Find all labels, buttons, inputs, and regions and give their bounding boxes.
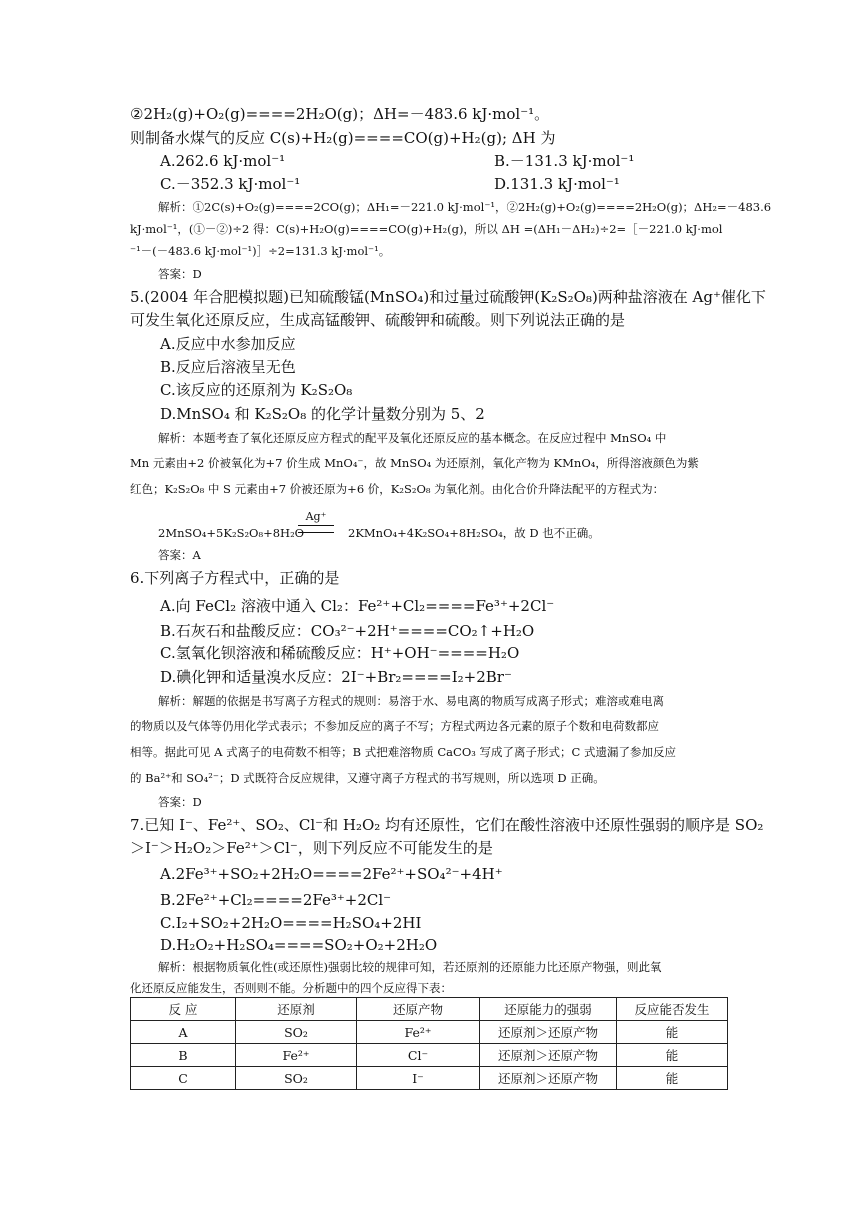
q5-equation-condition [298, 510, 334, 533]
q4-equation-2: ②2H₂(g)+O₂(g)====2H₂O(g)；ΔH=－483.6 kJ·mol⁻¹。 [130, 105, 550, 123]
q4-stem: 则制备水煤气的反应 C(s)+H₂(g)====CO(g)+H₂(g); ΔH 为 [130, 129, 556, 147]
q4-analysis-line-1: 解析：①2C(s)+O₂(g)====2CO(g)；ΔH₁=－221.0 kJ·mol⁻¹，②2H₂(g)+O₂(g)====2H₂O(g)；ΔH₂=－483.6 [158, 200, 772, 214]
table-cell: C [131, 1067, 236, 1090]
q5-analysis-line-3: 红色；K₂S₂O₈ 中 S 元素由+7 价被还原为+6 价，K₂S₂O₈ 为氧化剂。由化合价升降法配平的方程式为： [130, 482, 665, 496]
q4-option-c: C.－352.3 kJ·mol⁻¹ [160, 175, 301, 193]
q7-option-a: A.2Fe³⁺+SO₂+2H₂O====2Fe²⁺+SO₄²⁻+4H⁺ [160, 865, 503, 883]
table-cell: B [131, 1044, 236, 1067]
q5-option-b: B.反应后溶液呈无色 [160, 358, 296, 376]
table-cell: 能 [617, 1067, 728, 1090]
q6-analysis-line-4: 的 Ba²⁺和 SO₄²⁻；D 式既符合反应规律，又遵守离子方程式的书写规则，所以选项 D 正确。 [130, 771, 605, 785]
q5-analysis-line-2: Mn 元素由+2 价被氧化为+7 价生成 MnO₄⁻，故 MnSO₄ 为还原剂，氧化产物为 KMnO₄，所得溶液颜色为紫 [130, 456, 699, 470]
table-cell: 还原剂＞还原产物 [480, 1021, 617, 1044]
table-cell: Fe²⁺ [357, 1021, 480, 1044]
table-cell: A [131, 1021, 236, 1044]
q7-option-d: D.H₂O₂+H₂SO₄====SO₂+O₂+2H₂O [160, 936, 438, 954]
table-cell: SO₂ [236, 1021, 357, 1044]
q6-answer: 答案：D [158, 795, 202, 809]
table-cell: SO₂ [236, 1067, 357, 1090]
q4-analysis-line-2: kJ·mol⁻¹，(①－②)÷2 得：C(s)+H₂O(g)====CO(g)+H₂(g)，所以 ΔH =(ΔH₁－ΔH₂)÷2=［－221.0 kJ·mol [130, 222, 723, 236]
q4-option-d: D.131.3 kJ·mol⁻¹ [494, 175, 620, 193]
table-cell: 能 [617, 1044, 728, 1067]
table-row [131, 1067, 728, 1090]
table-header-cell: 还原产物 [357, 998, 480, 1021]
q5-option-c: C.该反应的还原剂为 K₂S₂O₈ [160, 381, 353, 399]
q4-option-a: A.262.6 kJ·mol⁻¹ [160, 152, 286, 170]
q7-stem-line-2: ＞I⁻＞H₂O₂＞Fe²⁺＞Cl⁻，则下列反应不可能发生的是 [130, 839, 493, 857]
table-cell: Fe²⁺ [236, 1044, 357, 1067]
table-header-cell: 还原剂 [236, 998, 357, 1021]
table-cell: 还原剂＞还原产物 [480, 1067, 617, 1090]
q6-option-c: C.氢氧化钡溶液和稀硫酸反应：H⁺+OH⁻====H₂O [160, 644, 520, 662]
q5-equation-right: 2KMnO₄+4K₂SO₄+8H₂SO₄，故 D 也不正确。 [348, 526, 600, 540]
q5-equation-catalyst: Ag⁺ [305, 510, 327, 523]
table-header-row [131, 998, 728, 1021]
table-row [131, 1044, 728, 1067]
q5-stem-line-2: 可发生氧化还原反应，生成高锰酸钾、硫酸钾和硫酸。则下列说法正确的是 [130, 311, 626, 329]
table-cell: 能 [617, 1021, 728, 1044]
q5-stem-line-1: 5.(2004 年合肥模拟题)已知硫酸锰(MnSO₄)和过量过硫酸钾(K₂S₂O₈)两种盐溶液在 Ag⁺催化下 [130, 288, 766, 306]
q6-stem: 6.下列离子方程式中，正确的是 [130, 569, 340, 587]
table-cell: Cl⁻ [357, 1044, 480, 1067]
q6-option-b: B.石灰石和盐酸反应：CO₃²⁻+2H⁺====CO₂↑+H₂O [160, 622, 535, 640]
table-header-cell: 反 应 [131, 998, 236, 1021]
q6-option-a: A.向 FeCl₂ 溶液中通入 Cl₂：Fe²⁺+Cl₂====Fe³⁺+2Cl⁻ [160, 597, 555, 615]
q4-answer: 答案：D [158, 267, 202, 281]
q7-option-b: B.2Fe²⁺+Cl₂====2Fe³⁺+2Cl⁻ [160, 891, 392, 909]
table-header-cell: 反应能否发生 [617, 998, 728, 1021]
q5-equation-equals-sign [298, 525, 334, 533]
q6-option-d: D.碘化钾和适量溴水反应：2I⁻+Br₂====I₂+2Br⁻ [160, 668, 512, 686]
table-cell: I⁻ [357, 1067, 480, 1090]
q7-analysis-line-2: 化还原反应能发生，否则则不能。分析题中的四个反应得下表： [130, 981, 452, 995]
q7-analysis-table [130, 997, 728, 1090]
q5-equation-left: 2MnSO₄+5K₂S₂O₈+8H₂O [158, 526, 305, 540]
q7-option-c: C.I₂+SO₂+2H₂O====H₂SO₄+2HI [160, 914, 422, 932]
q7-analysis-line-1: 解析：根据物质氧化性(或还原性)强弱比较的规律可知，若还原剂的还原能力比还原产物强，则此氧 [158, 960, 662, 974]
q6-analysis-line-1: 解析：解题的依据是书写离子方程式的规则：易溶于水、易电离的物质写成离子形式；难溶或难电离 [158, 694, 664, 708]
table-row [131, 1021, 728, 1044]
q4-analysis-line-3: ⁻¹－(－483.6 kJ·mol⁻¹)］÷2=131.3 kJ·mol⁻¹。 [130, 244, 391, 258]
q5-analysis-line-1: 解析：本题考查了氧化还原反应方程式的配平及氧化还原反应的基本概念。在反应过程中 MnSO₄ 中 [158, 431, 667, 445]
q6-analysis-line-2: 的物质以及气体等仍用化学式表示；不参加反应的离子不写；方程式两边各元素的原子个数和电荷数都应 [130, 719, 659, 733]
q5-option-a: A.反应中水参加反应 [160, 335, 296, 353]
table-header-cell: 还原能力的强弱 [480, 998, 617, 1021]
q5-option-d: D.MnSO₄ 和 K₂S₂O₈ 的化学计量数分别为 5、2 [160, 405, 485, 423]
q6-analysis-line-3: 相等。据此可见 A 式离子的电荷数不相等；B 式把难溶物质 CaCO₃ 写成了离子形式；C 式遗漏了参加反应 [130, 745, 676, 759]
q5-answer: 答案：A [158, 548, 201, 562]
table-cell: 还原剂＞还原产物 [480, 1044, 617, 1067]
q4-option-b: B.－131.3 kJ·mol⁻¹ [494, 152, 635, 170]
q7-stem-line-1: 7.已知 I⁻、Fe²⁺、SO₂、Cl⁻和 H₂O₂ 均有还原性，它们在酸性溶液中还原性强弱的顺序是 SO₂ [130, 816, 764, 834]
